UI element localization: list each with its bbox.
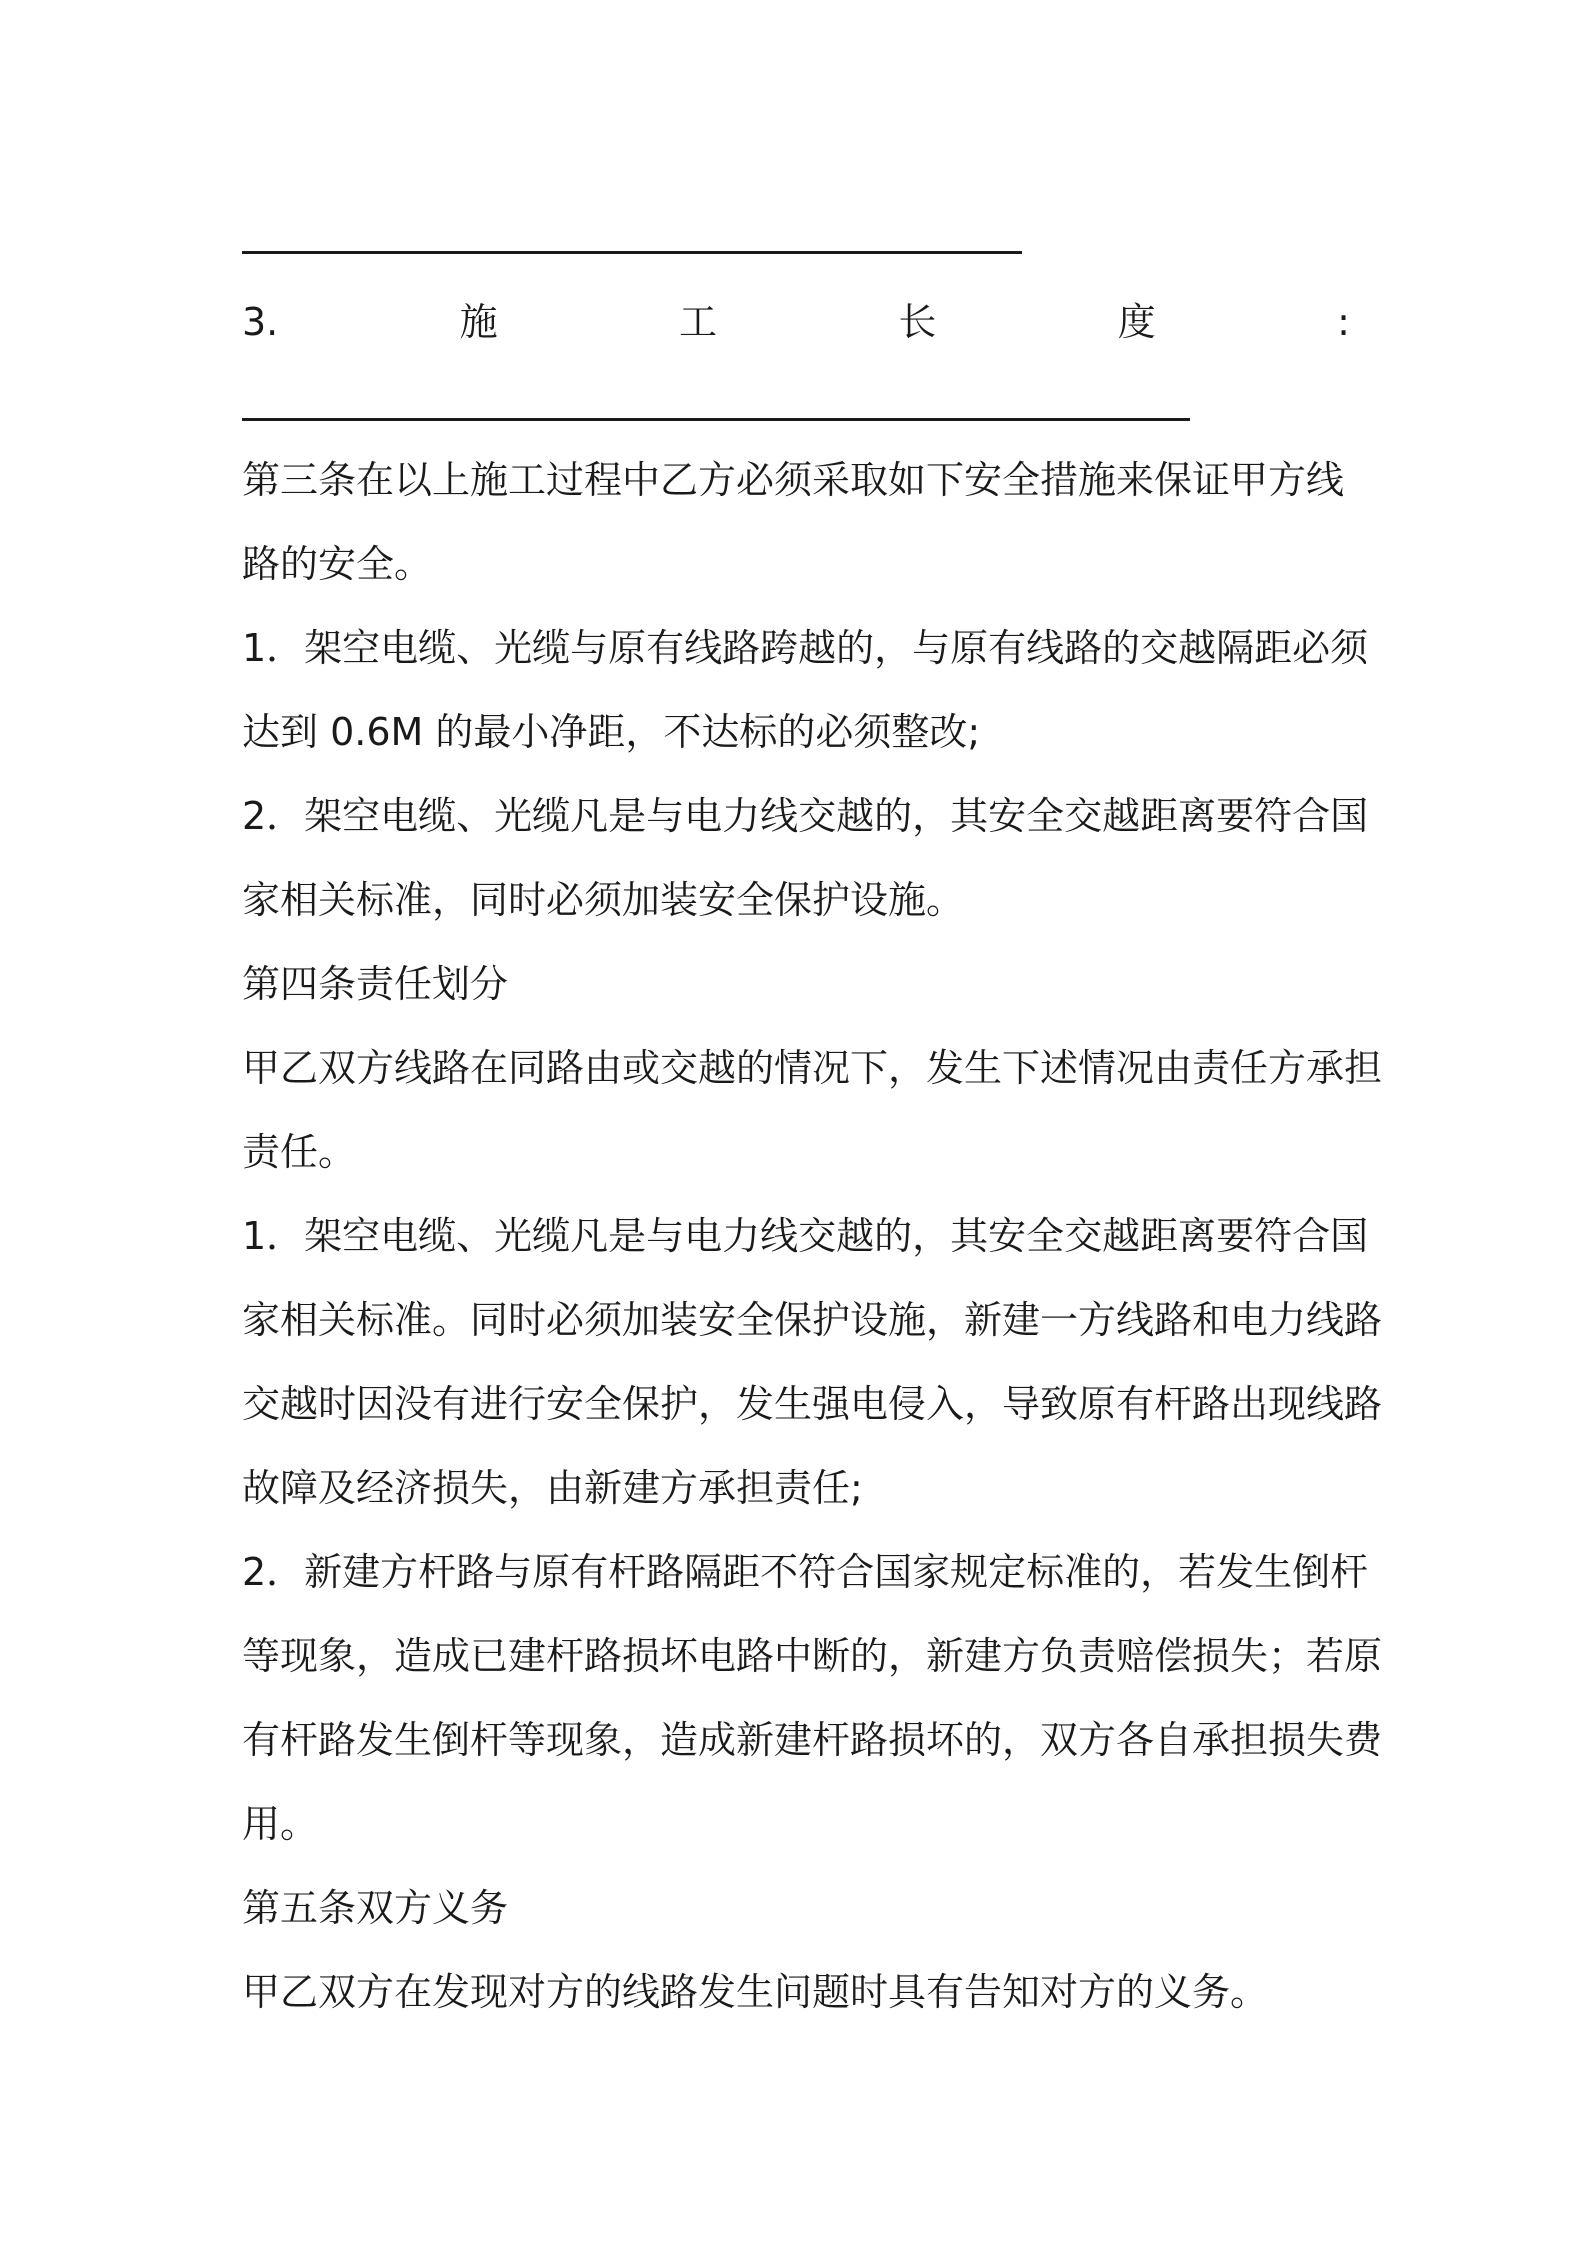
text-line: 2．架空电缆、光缆凡是与电力线交越的，其安全交越距离要符合国 — [242, 794, 1369, 838]
label-char: : — [1337, 300, 1350, 344]
text-line: 用。 — [242, 1802, 319, 1846]
text-line: 甲乙双方线路在同路由或交越的情况下，发生下述情况由责任方承担 — [242, 1046, 1383, 1090]
text-line: 甲乙双方在发现对方的线路发生问题时具有告知对方的义务。 — [242, 1970, 1269, 2014]
text-line: 达到 0.6M 的最小净距，不达标的必须整改; — [242, 710, 981, 754]
fill-in-blank-line — [242, 418, 1190, 421]
fill-in-blank-line — [242, 251, 1022, 254]
text-line: 第三条在以上施工过程中乙方必须采取如下安全措施来保证甲方线 — [242, 458, 1345, 502]
text-line: 路的安全。 — [242, 542, 433, 586]
label-char: 长 — [898, 300, 937, 344]
text-line: 家相关标准。同时必须加装安全保护设施，新建一方线路和电力线路 — [242, 1298, 1383, 1342]
construction-length-field — [242, 280, 1350, 364]
text-line: 1．架空电缆、光缆与原有线路跨越的，与原有线路的交越隔距必须 — [242, 626, 1369, 670]
label-char: 度 — [1117, 300, 1156, 344]
label-char: 工 — [679, 300, 718, 344]
text-line: 2．新建方杆路与原有杆路隔距不符合国家规定标准的，若发生倒杆 — [242, 1550, 1369, 1594]
text-line: 有杆路发生倒杆等现象，造成新建杆路损坏的，双方各自承担损失费 — [242, 1718, 1383, 1762]
item-number: 3. — [242, 300, 279, 344]
section-heading: 第五条双方义务 — [242, 1886, 509, 1930]
text-line: 责任。 — [242, 1130, 357, 1174]
label-char: 施 — [459, 300, 498, 344]
text-line: 1．架空电缆、光缆凡是与电力线交越的，其安全交越距离要符合国 — [242, 1214, 1369, 1258]
text-line: 故障及经济损失，由新建方承担责任; — [242, 1466, 863, 1510]
text-line: 家相关标准，同时必须加装安全保护设施。 — [242, 878, 965, 922]
text-line: 交越时因没有进行安全保护，发生强电侵入，导致原有杆路出现线路 — [242, 1382, 1383, 1426]
section-heading: 第四条责任划分 — [242, 962, 509, 1006]
text-line: 等现象，造成已建杆路损坏电路中断的，新建方负责赔偿损失；若原 — [242, 1634, 1383, 1678]
